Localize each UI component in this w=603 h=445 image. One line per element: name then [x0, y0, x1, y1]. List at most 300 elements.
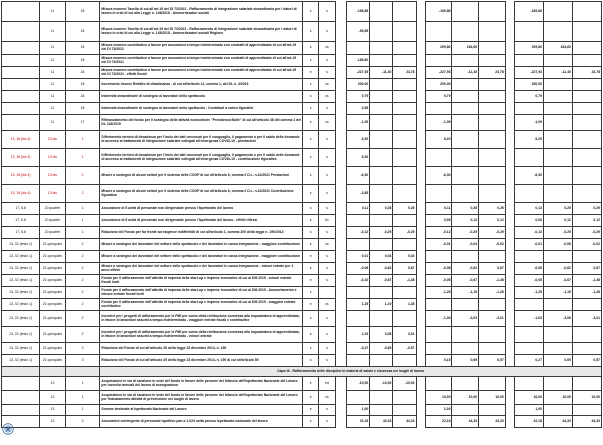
value-cell — [572, 327, 601, 343]
value-cell — [370, 131, 393, 149]
nature-cell: s — [303, 55, 319, 67]
spacer-cell — [505, 131, 514, 149]
nature-cell: e — [303, 327, 319, 343]
paragraph-cell: 2 — [65, 167, 100, 185]
value-cell — [572, 149, 601, 167]
value-cell — [543, 115, 572, 131]
description-cell: Rifinanziamento del fondo per il sostegno delle attività economiche "Presidenza Bolle" di cui all'articolo 38 del comma 1 del DL 118/2019 — [100, 115, 303, 131]
section-header-row — [2, 367, 602, 377]
value-cell — [452, 103, 479, 115]
value-cell — [515, 149, 544, 167]
spacer-cell — [505, 343, 514, 355]
description-cell: Assunzione di 5 unità di personale non dirigenziale presso l'Ispettorato del lavoro — [100, 203, 303, 215]
article-cell: 11 — [40, 67, 65, 79]
value-cell: 0,67 — [572, 263, 601, 275]
value-cell: 0,12 — [572, 215, 601, 227]
table-row — [2, 131, 602, 149]
value-cell — [347, 355, 370, 367]
table-row — [2, 263, 602, 275]
spacer-cell — [335, 377, 347, 391]
value-cell — [393, 115, 416, 131]
account-cell: cs — [319, 239, 335, 251]
value-cell — [393, 355, 416, 367]
paragraph-cell: 1 — [65, 203, 100, 215]
article-cell: 11 — [40, 79, 65, 91]
value-cell — [572, 343, 601, 355]
description-cell: Misura esonero contributivo a favore per assunzioni a tempo indeterminato con contratti di apprendistato di cui all'art.19 del Dl 73/2021 — [100, 42, 303, 55]
value-cell — [393, 42, 416, 55]
description-cell: Assunzione di 5 unità di personale non dirigenziale presso l'Ispettorato del lavoro - effetti riflessi — [100, 215, 303, 227]
value-cell: 0,58 — [347, 103, 370, 115]
table-row — [2, 67, 602, 79]
value-cell — [452, 343, 479, 355]
spacer-cell — [416, 251, 425, 263]
account-cell: s — [319, 2, 335, 22]
article-cell: 11 — [40, 42, 65, 55]
description-cell: Assunzioni contingente di personale ispettivo pari a 1.024 unità presso Ispettorato nazionale del lavoro — [100, 416, 303, 428]
paragraph-cell: 1 — [65, 215, 100, 227]
description-cell: Misura esonero contributivo a favore per assunzioni a tempo indeterminato con contratti di apprendistato di cui all'art.19 del Dl 73/2021 - effetti fiscali — [100, 67, 303, 79]
account-cell: s — [319, 149, 335, 167]
value-cell: -10,00 — [370, 377, 393, 391]
paragraph-cell: 18 — [65, 22, 100, 42]
spacer-cell — [416, 299, 425, 311]
reference-cell: 13, 02 (testo 1) — [2, 355, 40, 367]
paragraph-cell: 1 — [65, 405, 100, 416]
paragraph-cell: 18 — [65, 91, 100, 103]
spacer-cell — [335, 311, 347, 327]
spacer-cell — [335, 149, 347, 167]
value-cell: -3,03 — [452, 311, 479, 327]
value-cell: 44,33 — [572, 416, 601, 428]
nature-cell: s — [303, 103, 319, 115]
value-cell: -0,29 — [452, 227, 479, 239]
value-cell — [393, 131, 416, 149]
paragraph-cell: 2 — [65, 239, 100, 251]
spacer-cell — [416, 215, 425, 227]
value-cell — [393, 185, 416, 203]
spacer-cell — [335, 42, 347, 55]
spacer-cell — [505, 203, 514, 215]
value-cell: -0,67 — [370, 275, 393, 287]
value-cell — [393, 391, 416, 405]
value-cell: 44,33 — [452, 416, 479, 428]
nature-cell: s — [303, 227, 319, 239]
table-row — [2, 251, 602, 263]
spacer-cell — [416, 131, 425, 149]
spacer-cell — [505, 355, 514, 367]
article-cell: 21 quinquies — [40, 299, 65, 311]
account-cell: s — [319, 251, 335, 263]
value-cell — [393, 311, 416, 327]
spacer-cell — [505, 327, 514, 343]
spacer-cell — [416, 79, 425, 91]
reference-cell — [2, 405, 40, 416]
value-cell — [515, 343, 544, 355]
value-cell: 44,33 — [543, 416, 572, 428]
spacer-cell — [335, 55, 347, 67]
value-cell — [479, 299, 506, 311]
account-cell: s — [319, 227, 335, 239]
value-cell: -1,48 — [393, 275, 416, 287]
nature-cell: s — [303, 287, 319, 299]
value-cell — [572, 405, 601, 416]
reference-cell: 13, 02 (testo 1) — [2, 287, 40, 299]
reference-cell — [2, 91, 40, 103]
spacer-cell — [505, 185, 514, 203]
table-row — [2, 103, 602, 115]
value-cell: 1,00 — [515, 405, 544, 416]
table-row — [2, 149, 602, 167]
value-cell: -10,00 — [393, 377, 416, 391]
reference-cell: 13, 02 (testo 1) — [2, 327, 40, 343]
value-cell — [479, 131, 506, 149]
value-cell: -1,03 — [425, 311, 452, 327]
value-cell — [425, 149, 452, 167]
value-cell: 0,29 — [543, 203, 572, 215]
value-cell — [452, 131, 479, 149]
value-cell: -3,85 — [347, 185, 370, 203]
value-cell — [479, 343, 506, 355]
nature-cell: e — [303, 391, 319, 405]
value-cell: -169,86 — [425, 2, 452, 22]
nature-cell: e — [303, 299, 319, 311]
value-cell — [479, 167, 506, 185]
value-cell: -3,08 — [543, 311, 572, 327]
spacer-cell — [335, 103, 347, 115]
value-cell: -0,05 — [515, 275, 544, 287]
article-cell: 21 quinquies — [40, 343, 65, 355]
spacer-cell — [505, 311, 514, 327]
value-cell: -0,29 — [572, 227, 601, 239]
value-cell: 0,12 — [479, 215, 506, 227]
spacer-cell — [416, 167, 425, 185]
value-cell: 1,00 — [425, 405, 452, 416]
value-cell — [479, 2, 506, 22]
value-cell: 5,30 — [347, 149, 370, 167]
article-cell: 21 quinquies — [40, 287, 65, 299]
spacer-cell — [416, 405, 425, 416]
value-cell: -169,86 — [347, 2, 370, 22]
paragraph-cell: 2 — [65, 251, 100, 263]
description-cell: Misure a sostegno dei lavoratori del settore dello spettacolo e dei lavoratori in cassa integrazione - maggiore contribuzione — [100, 239, 303, 251]
value-cell — [572, 55, 601, 67]
value-cell — [452, 185, 479, 203]
description-cell: Differimento termini di decadenza per l'invio dei dati necessari per il conguaglio, il pagamento o per il saldo delle domande di accesso ai trattamenti di integrazione salariale collegati all'emergenza COVID-19 - contribuzione figurativa — [100, 149, 303, 167]
description-cell: Indennità straordinarie di sostegno ai lavoratori dello spettacolo — [100, 91, 303, 103]
value-cell — [393, 22, 416, 42]
table-row — [2, 287, 602, 299]
spacer-cell — [505, 416, 514, 428]
value-cell: -6,30 — [515, 167, 544, 185]
value-cell: -1,09 — [347, 115, 370, 131]
description-cell: Riduzione del Fondo di cui all'articolo 25 della legge 23 dicembre 2014, n. 190 di cui all'articolo 59 — [100, 355, 303, 367]
value-cell — [572, 131, 601, 149]
value-cell — [572, 91, 601, 103]
nature-cell: s — [303, 79, 319, 91]
value-cell: -10,00 — [347, 377, 370, 391]
emblem-icon — [2, 423, 14, 435]
spacer-cell — [335, 355, 347, 367]
spacer-cell — [335, 67, 347, 79]
spacer-cell — [335, 203, 347, 215]
spacer-cell — [505, 215, 514, 227]
article-cell: 20 quarter — [40, 203, 65, 215]
paragraph-cell: 2 — [65, 287, 100, 299]
value-cell: -0,27 — [347, 343, 370, 355]
spacer-cell — [416, 239, 425, 251]
value-cell: 22,18 — [425, 416, 452, 428]
value-cell: -0,12 — [425, 227, 452, 239]
table-row — [2, 2, 602, 22]
value-cell: 0,57 — [572, 355, 601, 367]
value-cell: 0,26 — [452, 203, 479, 215]
spacer-cell — [505, 299, 514, 311]
value-cell: 6,20 — [515, 131, 544, 149]
value-cell — [479, 405, 506, 416]
value-cell — [370, 2, 393, 22]
account-cell: s — [319, 67, 335, 79]
spacer-cell — [416, 275, 425, 287]
value-cell — [543, 167, 572, 185]
value-cell — [543, 343, 572, 355]
value-cell — [543, 91, 572, 103]
value-cell: 0,27 — [515, 355, 544, 367]
value-cell — [393, 55, 416, 67]
value-cell — [425, 103, 452, 115]
value-cell: -6,30 — [425, 167, 452, 185]
value-cell — [479, 55, 506, 67]
table-row — [2, 275, 602, 287]
spacer-cell — [416, 42, 425, 55]
value-cell: -0,29 — [479, 227, 506, 239]
table-row — [2, 299, 602, 311]
value-cell — [543, 377, 572, 391]
value-cell — [452, 299, 479, 311]
spacer-cell — [416, 416, 425, 428]
spacer-cell — [416, 287, 425, 299]
value-cell — [479, 377, 506, 391]
account-cell: cs — [319, 79, 335, 91]
spacer-cell — [505, 167, 514, 185]
description-cell: Acquisizione in via di sanzione in sede del fondo in favore delle persone del bilancio dell'Ispettorato Nazionale del Lavoro per finanziamento attività di prevenzione nei luoghi di lavoro — [100, 391, 303, 405]
article-cell: 11 — [40, 91, 65, 103]
description-cell: Riduzione del Fondo per far fronte ad esigenze indifferibili di cui all'articolo 1, comma 200 della legge n. 190/2014 — [100, 227, 303, 239]
section-title: Capo III - Rafforzamento delle discipline in materia di salute e sicurezza nei luoghi di lavoro — [100, 367, 602, 377]
reference-cell: 13, 02 (testo 1) — [2, 343, 40, 355]
value-cell: 10,00 — [479, 391, 506, 405]
spacer-cell — [416, 55, 425, 67]
article-cell: 13 bis — [40, 149, 65, 167]
spacer-cell — [505, 67, 514, 79]
value-cell — [572, 79, 601, 91]
reference-cell — [2, 2, 40, 22]
value-cell: 0,79 — [515, 91, 544, 103]
account-cell: s — [319, 55, 335, 67]
value-cell — [515, 103, 544, 115]
value-cell: 0,69 — [452, 355, 479, 367]
spacer-cell — [335, 405, 347, 416]
spacer-cell — [505, 79, 514, 91]
table-row — [2, 377, 602, 391]
value-cell — [370, 79, 393, 91]
value-cell — [370, 405, 393, 416]
reference-cell — [2, 103, 40, 115]
spacer-cell — [416, 203, 425, 215]
spacer-cell — [505, 263, 514, 275]
paragraph-cell: 3 — [65, 343, 100, 355]
table-row — [2, 327, 602, 343]
spacer-cell — [416, 103, 425, 115]
value-cell: -0,08 — [515, 263, 544, 275]
value-cell — [452, 251, 479, 263]
paragraph-cell: 18 — [65, 67, 100, 79]
value-cell: 0,02 — [393, 251, 416, 263]
account-cell: ed — [319, 377, 335, 391]
value-cell: -0,01 — [425, 239, 452, 251]
article-cell: 13 — [40, 377, 65, 391]
nature-cell: s — [303, 115, 319, 131]
account-cell — [319, 287, 335, 299]
empty-cell — [2, 367, 40, 377]
value-cell — [425, 251, 452, 263]
value-cell — [479, 327, 506, 343]
value-cell: 6,20 — [425, 131, 452, 149]
value-cell — [572, 185, 601, 203]
value-cell: -1,25 — [425, 287, 452, 299]
value-cell: -0,04 — [452, 239, 479, 251]
value-cell — [370, 239, 393, 251]
value-cell — [370, 149, 393, 167]
spacer-cell — [335, 215, 347, 227]
empty-cell — [65, 367, 100, 377]
value-cell — [347, 287, 370, 299]
description-cell: Misure a sostegno dei lavoratori del settore dello spettacolo e dei lavoratori in cassa integrazione - minori entrate per 1 anno effetti — [100, 263, 303, 275]
paragraph-cell: 18 — [65, 79, 100, 91]
value-cell: 1,28 — [393, 299, 416, 311]
value-cell: -227,93 — [515, 67, 544, 79]
value-cell — [425, 377, 452, 391]
spacer-cell — [335, 79, 347, 91]
spacer-cell — [505, 239, 514, 251]
article-cell: 21 quinquies — [40, 311, 65, 327]
value-cell: 1,19 — [370, 299, 393, 311]
account-cell: cs — [319, 91, 335, 103]
value-cell: 0,26 — [479, 203, 506, 215]
spacer-cell — [505, 115, 514, 131]
spacer-cell — [335, 327, 347, 343]
nature-cell: s — [303, 203, 319, 215]
account-cell: t/c — [319, 215, 335, 227]
spacer-cell — [335, 2, 347, 22]
reference-cell — [2, 377, 40, 391]
value-cell — [572, 377, 601, 391]
value-cell — [347, 311, 370, 327]
account-cell: s — [319, 416, 335, 428]
spacer-cell — [505, 227, 514, 239]
account-cell: cs — [319, 115, 335, 131]
description-cell: Indennità straordinarie di sostegno ai lavoratori dello spettacolo - Contributi a carico figurativi — [100, 103, 303, 115]
value-cell: -3,01 — [479, 311, 506, 327]
account-cell: s — [319, 185, 335, 203]
value-cell — [515, 55, 544, 67]
article-cell: 13 bis — [40, 167, 65, 185]
value-cell: 0,12 — [452, 215, 479, 227]
value-cell — [425, 299, 452, 311]
value-cell: -1,19 — [543, 287, 572, 299]
value-cell: -189,80 — [347, 55, 370, 67]
paragraph-cell: 2 — [65, 327, 100, 343]
value-cell — [479, 149, 506, 167]
spacer-cell — [505, 251, 514, 263]
value-cell: 24,78 — [393, 67, 416, 79]
value-cell — [572, 42, 601, 55]
account-cell: s — [319, 263, 335, 275]
value-cell — [370, 167, 393, 185]
value-cell: 0,79 — [425, 91, 452, 103]
reference-cell: 17, 6.6 — [2, 203, 40, 215]
value-cell — [479, 91, 506, 103]
value-cell: -11,40 — [370, 67, 393, 79]
paragraph-cell: 2 — [65, 416, 100, 428]
value-cell: -0,62 — [543, 263, 572, 275]
nature-cell: e — [303, 215, 319, 227]
value-cell — [370, 22, 393, 42]
account-cell: cs — [319, 391, 335, 405]
value-cell: -0,57 — [393, 343, 416, 355]
spacer-cell — [416, 227, 425, 239]
article-cell: 21 quinquies — [40, 355, 65, 367]
value-cell — [393, 167, 416, 185]
value-cell — [452, 22, 479, 42]
value-cell: 200,00 — [425, 79, 452, 91]
value-cell: 3,08 — [370, 327, 393, 343]
value-cell — [347, 391, 370, 405]
value-cell: -0,67 — [452, 275, 479, 287]
reference-cell — [2, 55, 40, 67]
nature-cell: e — [303, 251, 319, 263]
value-cell — [543, 103, 572, 115]
spacer-cell — [416, 115, 425, 131]
article-cell: 11 — [40, 22, 65, 42]
value-cell: -11,40 — [543, 67, 572, 79]
value-cell — [370, 185, 393, 203]
article-cell: 13 — [40, 391, 65, 405]
value-cell — [572, 167, 601, 185]
value-cell — [479, 115, 506, 131]
value-cell: 0,04 — [370, 251, 393, 263]
paragraph-cell: 18 — [65, 55, 100, 67]
value-cell: 184,60 — [543, 42, 572, 55]
value-cell: -0,01 — [515, 239, 544, 251]
value-cell: -169,86 — [515, 2, 544, 22]
spacer-cell — [416, 343, 425, 355]
spacer-cell — [416, 67, 425, 79]
value-cell: -11,40 — [452, 67, 479, 79]
spacer-cell — [416, 22, 425, 42]
table-row — [2, 79, 602, 91]
table-row — [2, 239, 602, 251]
value-cell — [515, 377, 544, 391]
nature-cell: e — [303, 239, 319, 251]
spacer-cell — [335, 299, 347, 311]
value-cell: 209,80 — [425, 42, 452, 55]
reference-cell — [2, 67, 40, 79]
value-cell — [452, 91, 479, 103]
description-cell: Fondo per il rafforzamento dell'attività di impresa delle start-up e imprese innovative di cui al DM 2019 - minori entrate fiscali lordi — [100, 275, 303, 287]
value-cell: 1,03 — [347, 327, 370, 343]
value-cell: -0,12 — [515, 227, 544, 239]
